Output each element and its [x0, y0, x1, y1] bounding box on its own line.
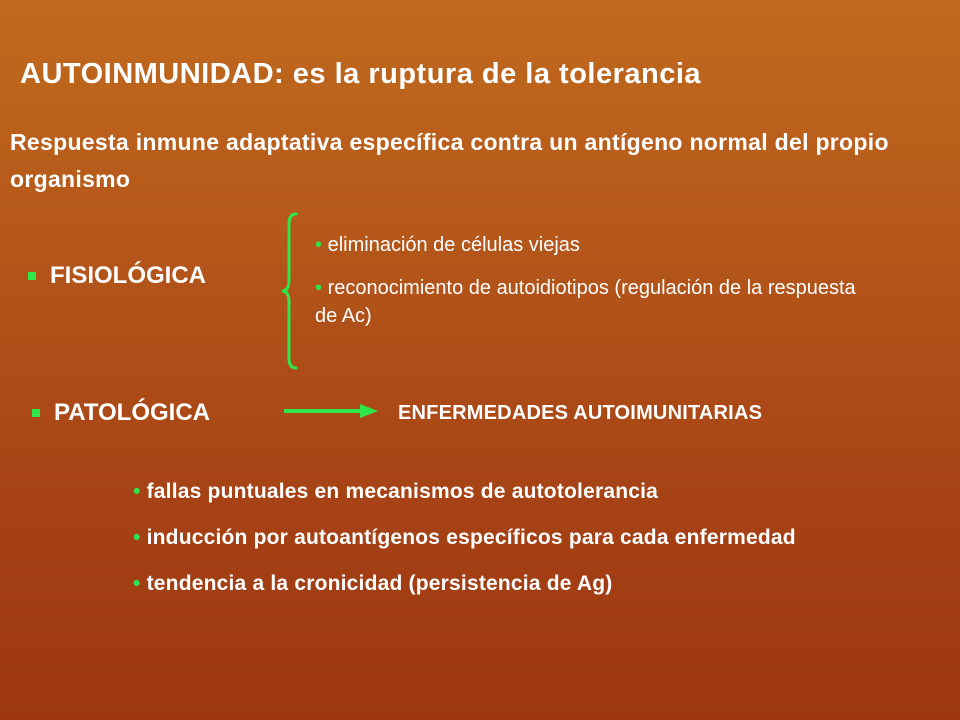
- bullet-dot-icon: •: [315, 277, 323, 299]
- right-arrow-icon: [282, 401, 382, 421]
- list-item-text: eliminación de células viejas: [327, 234, 580, 256]
- patologica-label: PATOLÓGICA: [54, 399, 210, 426]
- fisiologica-label: FISIOLÓGICA: [50, 262, 206, 289]
- curly-brace-icon: [280, 212, 298, 370]
- patologica-list: [133, 476, 913, 614]
- bullet-dot-icon: •: [315, 234, 323, 256]
- square-bullet-icon: [28, 272, 36, 280]
- patologica-heading: [32, 399, 210, 427]
- slide-title: AUTOINMUNIDAD: es la ruptura de la tolerancia: [20, 58, 702, 90]
- enfermedades-result: ENFERMEDADES AUTOIMUNITARIAS: [398, 402, 763, 424]
- bullet-dot-icon: •: [133, 526, 141, 549]
- slide-subtitle: Respuesta inmune adaptativa específica contra un antígeno normal del propio organismo: [10, 129, 889, 192]
- list-item: [315, 231, 880, 259]
- list-item-text: tendencia a la cronicidad (persistencia de Ag): [146, 572, 613, 595]
- bullet-dot-icon: •: [133, 572, 141, 595]
- list-item: [133, 568, 913, 600]
- fisiologica-list: [315, 231, 880, 345]
- list-item-text: inducción por autoantígenos específicos para cada enfermedad: [146, 526, 796, 549]
- bullet-dot-icon: •: [133, 480, 141, 503]
- fisiologica-heading: [28, 262, 206, 290]
- list-item: [315, 274, 880, 330]
- square-bullet-icon: [32, 409, 40, 417]
- list-item-text: fallas puntuales en mecanismos de autotolerancia: [146, 480, 659, 503]
- list-item: [133, 522, 913, 554]
- list-item: [133, 476, 913, 508]
- list-item-text: reconocimiento de autoidiotipos (regulación de la respuesta de Ac): [315, 277, 856, 327]
